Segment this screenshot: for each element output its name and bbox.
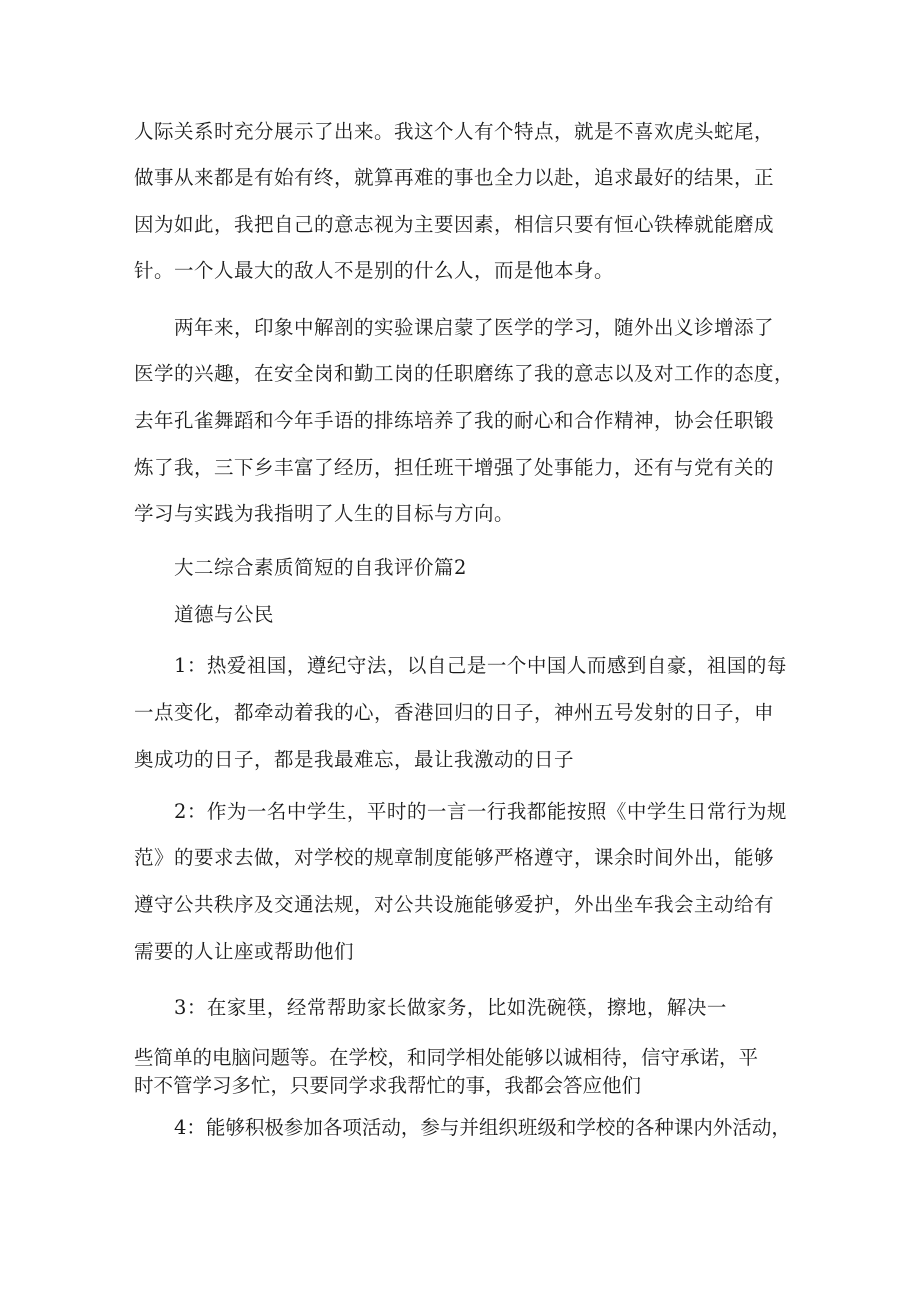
paragraph-line: 医学的兴趣，在安全岗和勤工岗的任职磨练了我的意志以及对工作的态度， — [134, 362, 795, 385]
paragraph-line: 些简单的电脑问题等。在学校，和同学相处能够以诚相待，信守承诺，平 — [134, 1046, 759, 1069]
paragraph-line: 1：热爱祖国，遵纪守法，以自己是一个中国人而感到自豪，祖国的每 — [174, 654, 787, 677]
paragraph-line: 针。一个人最大的敌人不是别的什么人，而是他本身。 — [134, 259, 615, 282]
paragraph-line: 炼了我，三下乡丰富了经历，担任班干增强了处事能力，还有与党有关的 — [134, 456, 775, 479]
paragraph-line: 因为如此，我把自己的意志视为主要因素，相信只要有恒心铁棒就能磨成 — [134, 213, 775, 236]
paragraph-line: 做事从来都是有始有终，就算再难的事也全力以赴，追求最好的结果，正 — [134, 166, 775, 189]
paragraph-line: 两年来，印象中解剖的实验课启蒙了医学的学习，随外出义诊增添了 — [174, 316, 775, 339]
paragraph-line: 3：在家里，经常帮助家长做家务，比如洗碗筷，擦地，解决一 — [174, 996, 727, 1019]
paragraph-line: 2：作为一名中学生，平时的一言一行我都能按照《中学生日常行为规 — [174, 800, 787, 823]
paragraph-line: 去年孔雀舞蹈和今年手语的排练培养了我的耐心和合作精神，协会任职锻 — [134, 409, 775, 432]
paragraph-line: 范》的要求去做，对学校的规章制度能够严格遵守，课余时间外出，能够 — [134, 846, 775, 869]
paragraph-line: 一点变化，都牵动着我的心，香港回归的日子，神州五号发射的日子，申 — [134, 701, 775, 724]
subsection-heading: 道德与公民 — [174, 603, 275, 626]
paragraph-line: 奥成功的日子，都是我最难忘，最让我激动的日子 — [134, 748, 575, 771]
paragraph-line: 4：能够积极参加各项活动，参与并组织班级和学校的各种课内外活动， — [174, 1116, 791, 1139]
paragraph-line: 需要的人让座或帮助他们 — [134, 940, 355, 963]
paragraph-line: 学习与实践为我指明了人生的目标与方向。 — [134, 502, 515, 525]
paragraph-line: 遵守公共秩序及交通法规，对公共设施能够爱护，外出坐车我会主动给有 — [134, 893, 775, 916]
paragraph-line: 人际关系时充分展示了出来。我这个人有个特点，就是不喜欢虎头蛇尾， — [134, 120, 775, 143]
section-heading: 大二综合素质简短的自我评价篇2 — [174, 556, 467, 579]
paragraph-line: 时不管学习多忙，只要同学求我帮忙的事，我都会答应他们 — [134, 1074, 642, 1097]
